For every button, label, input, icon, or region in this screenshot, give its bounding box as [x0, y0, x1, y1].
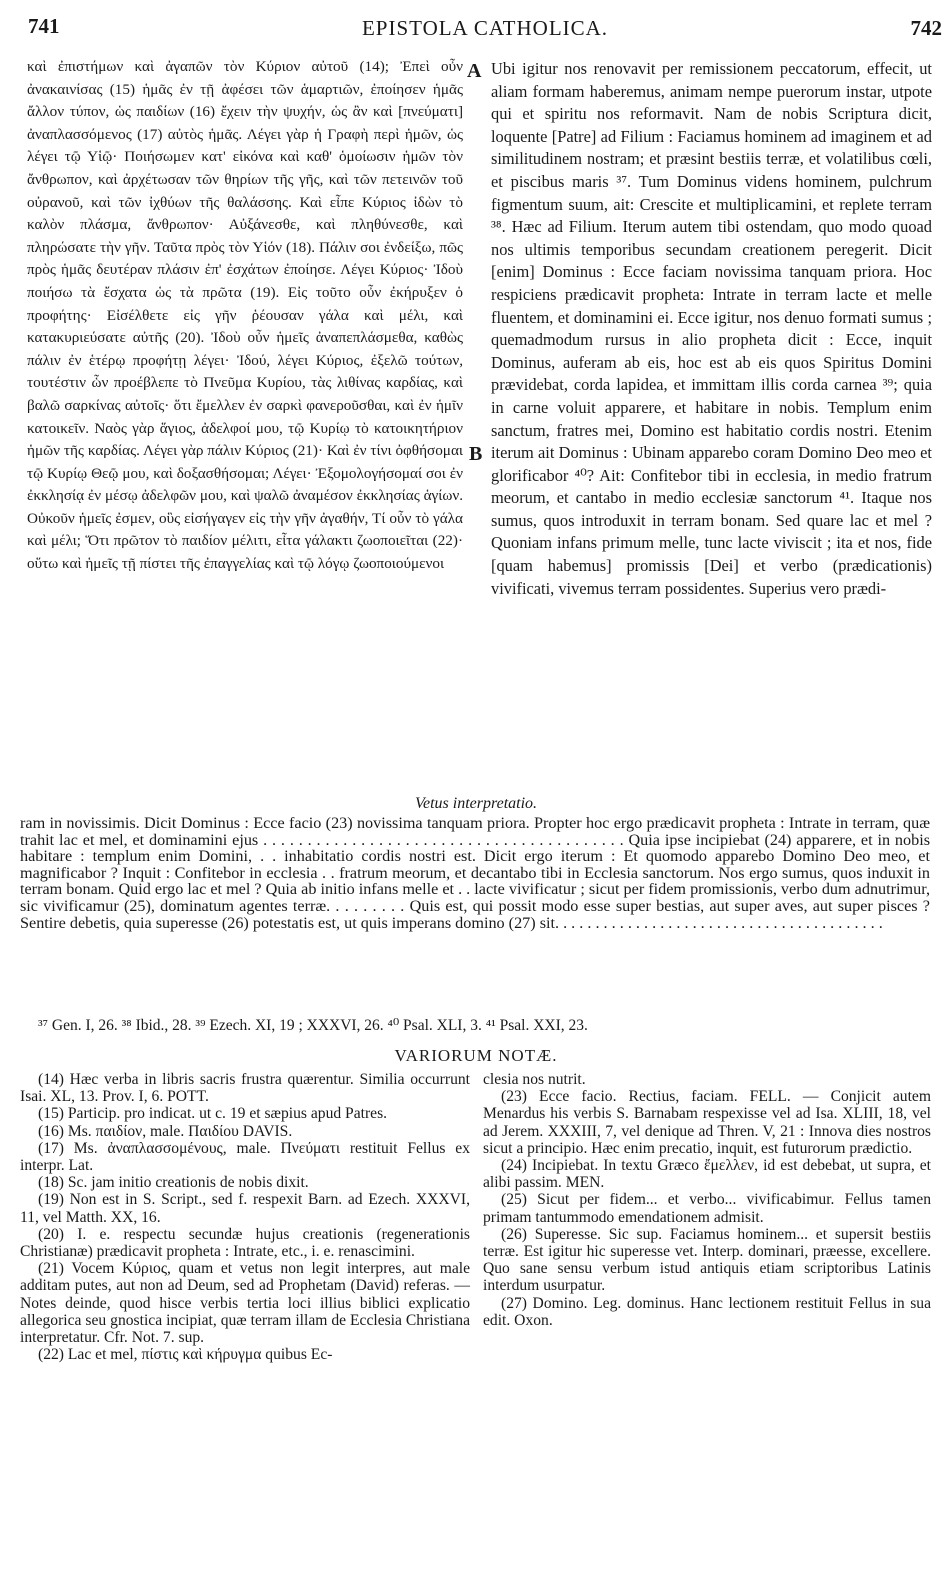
note: (26) Superesse. Sic sup. Faciamus hominem... et supersit bestiis terræ. Est igitur hic superesse vet. Interp. dominari, præesse, excellere. Quo sane sensu verbum istud antiquis etiam scriptoribus Latinis interdum usurpatur.: [483, 1225, 931, 1295]
greek-text: καὶ ἐπιστήμων καὶ ἀγαπῶν τὸν Κύριον αὐτοῦ (14); Ἐπεὶ οὖν ἀνακαινίσας (15) ἡμᾶς ἐν τῇ ἀφέσει τῶν ἁμαρτιῶν, ἐποίησεν ἡμᾶς ἄλλον τύπον, ὡς παιδίων (16) ἔχειν τὴν ψυχήν, ὡς ἂν καὶ [πνεύματι] ἀναπλασσόμενος (17) αὐτὸς ἡμᾶς. Λέγει γὰρ ἡ Γραφὴ περὶ ἡμῶν, ὡς λέγει τῷ Υἱῷ· Ποιήσωμεν κατ' εἰκόνα καὶ καθ' ὁμοίωσιν ἡμῶν τὸν ἄνθρωπον, καὶ ἀρχέτωσαν τῶν θηρίων τῆς γῆς, καὶ τῶν πετεινῶν τοῦ οὐρανοῦ, καὶ τῶν ἰχθύων τῆς θαλάσσης. Καὶ εἶπε Κύριος ἰδὼν τὸ καλὸν πλάσμα, ἄνθρωπον· Αὐξάνεσθε, καὶ πληθύνεσθε, καὶ πληρώσατε τὴν γῆν. Ταῦτα πρὸς τὸν Υἱόν (18). Πάλιν σοι ἐνδείξω, πῶς πρὸς ἡμᾶς δευτέραν πλάσιν ἐπ' ἐσχάτων ἐποίησε. Λέγει Κύριος· Ἰδοὺ ποιήσω τὰ ἔσχατα ὡς τὰ πρῶτα (19). Εἰς τοῦτο οὖν ἐκήρυξεν ὁ προφήτης· Εἰσέλθετε εἰς γῆν ῥέουσαν γάλα καὶ μέλι, καὶ κατακυριεύσατε αὐτῆς (20). Ἰδοὺ οὖν ἡμεῖς ἀναπεπλάσμεθα, καθὼς πάλιν ἐν ἑτέρῳ προφήτῃ λέγει· Ἰδού, λέγει Κύριος, ἐξελῶ τούτων, τουτέστιν ὧν προέβλεπε τὸ Πνεῦμα Κυρίου, τὰς λιθίνας καρδίας, καὶ βαλῶ σαρκίνας αὐτοῖς· ὅτι ἔμελλεν ἐν σαρκὶ φανεροῦσθαι, καὶ ἐν ἡμῖν κατοικεῖν. Ναὸς γὰρ ἅγιος, ἀδελφοί μου, τῷ Κυρίῳ τὸ κατοικητήριον ἡμῶν τῆς καρδίας. Λέγει γὰρ πάλιν Κύριος (21)· Καὶ ἐν τίνι ὀφθήσομαι τῷ Κυρίῳ Θεῷ μου, καὶ δοξασθήσομαι; Λέγει· Ἐξομολογήσομαί σοι ἐν ἐκκλησίᾳ ἐν μέσῳ ἀδελφῶν μου, καὶ ψαλῶ ἀναμέσον ἐκκλησίας ἁγίων. Οὐκοῦν ἡμεῖς ἐσμεν, οὓς εἰσήγαγεν εἰς τὴν γῆν ἀγαθήν, Τί οὖν τὸ γάλα καὶ μέλι; Ὅτι πρῶτον τὸ παιδίον μέλιτι, εἶτα γάλακτι ζωοποιεῖται (22)· οὕτω καὶ ἡμεῖς τῇ πίστει τῆς ἐπαγγελίας καὶ τῷ λόγῳ ζωοποιούμενοι: [27, 58, 463, 573]
page-number-left: 741: [28, 14, 60, 38]
vetus-heading: Vetus interpretatio.: [414, 795, 538, 812]
note: (16) Ms. παιδίον, male. Παιδίου DAVIS.: [38, 1122, 293, 1140]
note: (23) Ecce facio. Rectius, faciam. FELL. — Conjicit autem Menardus his verbis S. Barnabam respexisse vel ad Isa. XLIII, 18, vel ad Jerem. XXXIII, 7, vel denique ad Thren. V, 21 : Innova dies nostros sicut a principio. Hæc enim precatio, inquit, est futurorum prædictio.: [483, 1088, 931, 1157]
running-title: EPISTOLA CATHOLICA.: [361, 16, 609, 40]
note: (18) Sc. jam initio creationis de nobis dixit.: [38, 1174, 309, 1192]
latin-column: [491, 58, 932, 600]
note: (21) Vocem Κύριος, quam et vetus non legit interpres, aut male additam putes, aut non ad Deum, sed ad Prophetam (David) referas. — Notes deinde, quod hisce verbis tertia loci illius biblici explicatio allegorica seu gnostica incipiat, quæ terram illam de Ecclesia Christiana interpretatur. Cfr. Not. 7. sup.: [20, 1260, 470, 1347]
margin-marker-a: A: [467, 60, 482, 82]
note: (17) Ms. ἀναπλασσομένους, male. Πνεύματι restituit Fellus ex interpr. Lat.: [20, 1139, 470, 1175]
page-number-right: 742: [910, 16, 942, 40]
notes-left-column: [20, 1071, 470, 1363]
vetus-interpretatio: [20, 815, 930, 931]
scripture-references: ³⁷ Gen. I, 26. ³⁸ Ibid., 28. ³⁹ Ezech. XI, 19 ; XXXVI, 26. ⁴⁰ Psal. XLI, 3. ⁴¹ Psal. XXI, 23.: [38, 1017, 588, 1034]
note: (19) Non est in S. Script., sed f. respexit Barn. ad Ezech. XXXVI, 11, vel Matth. XX, 16.: [20, 1191, 470, 1226]
notes-right-column: [483, 1071, 931, 1329]
note: (14) Hæc verba in libris sacris frustra quærentur. Similia occurrunt Isai. XL, 13. Prov. I, 6. POTT.: [20, 1071, 470, 1106]
latin-text: Ubi igitur nos renovavit per remissionem peccatorum, effecit, ut aliam formam haberemus, animam nempe puerorum instar, utpote qui et spiritu nos reformavit. Nam de nobis Scriptura dicit, loquente [Patre] ad Filium : Faciamus hominem ad imaginem et ad similitudinem nostram; et præsint bestiis terræ, et volatilibus cœli, et piscibus maris ³⁷. Tum Dominus videns hominem, pulchrum figmentum suum, ait: Crescite et multiplicamini, et replete terram ³⁸. Hæc ad Filium. Iterum autem tibi ostendam, quo modo quoad nos ultimis temporibus secundam creationem peregerit. Dicit [enim] Dominus : Ecce faciam novissima tanquam priora. Hoc respiciens prædicavit propheta: Intrate in terram lacte et melle fluentem, et dominamini ei. Ecce igitur, nos denuo formati sumus ; quemadmodum rursus in alio propheta dicit : Ecce, inquit Dominus, auferam ab eis, hoc est ab eis quos Spiritus Domini prævidebat, corda lapidea, et immittam illis corda carnea ³⁹; quia in carne voluit apparere, et habitare in nobis. Templum enim sanctum, fratres mei, Domino est habitatio cordis nostri. Etenim iterum ait Dominus : Ubinam apparebo coram Domino Deo meo et glorificabor ⁴⁰? Ait: Confitebor tibi in ecclesia, in medio fratrum meorum, et cantabo in medio ecclesiæ sanctorum ⁴¹. Itaque nos sumus, quos introduxit in terram bonam. Sed quare lac et mel ? Quoniam infans primum melle, tunc lacte viviscit ; ita et nos, fide [quam habemus] promissis [Dei] et verbo (prædicationis) vivificati, vivemus terram possidentes. Superius vero prædi-: [491, 59, 932, 598]
note: (15) Particip. pro indicat. ut c. 19 et sæpius apud Patres.: [38, 1105, 388, 1123]
notes-heading: VARIORUM NOTÆ.: [394, 1046, 558, 1065]
vetus-text: ram in novissimis. Dicit Dominus : Ecce facio (23) novissima tanquam priora. Propter hoc ergo prædicavit propheta : Intrate in terram, quæ trahit lac et mel, et dominamini ejus . . . . . . . . . . . . . . . . . . . . . . . . . . . . . . . . . . . . . . . . . Quia ipse incipiebat (24) apparere, et in nobis habitare : templum enim Domini, . . inhabitatio cordis nostri est. Dicit ergo iterum : Et quomodo apparebo Domino Deo meo, et magnificabor ? Inquit : Confitebor in ecclesia . . fratrum meorum, et decantabo tibi in Ecclesia sanctorum. Nos ergo sumus, quos induxit in terram bonam. Quid ergo lac et mel ? Quia ab initio infans melle et . . lacte vivificatur ; sicut per fidem promissionis, verbo dum adnutrimur, sic vivificamur (25), dominatum agentes terræ. . . . . . . . . Quis est, qui possit modo esse super bestias, aut super aves, aut super pisces ? Sentire debetis, quia superesse (26) potestatis est, ut quis imperans domino (27) sit. . . . . . . . . . . . . . . . . . . . . . . . . . . . . . . . . . . . . . . . .: [20, 814, 930, 932]
note: (20) I. e. respectu secundæ hujus creationis (regenerationis Christianæ) prædicavit propheta : Intrate, etc., i. e. renascimini.: [20, 1225, 470, 1261]
note: (25) Sicut per fidem... et verbo... vivificabimur. Fellus tamen primam tantummodo emendationem admisit.: [483, 1191, 931, 1226]
note: (22) Lac et mel, πίστις καὶ κήρυγμα quibus Ec-: [38, 1346, 333, 1364]
page-header: [28, 14, 942, 44]
greek-column: [27, 56, 463, 576]
margin-marker-b: B: [469, 443, 483, 465]
note: (27) Domino. Leg. dominus. Hanc lectionem restituit Fellus in sua edit. Oxon.: [483, 1294, 931, 1329]
note: (24) Incipiebat. In textu Græco ἔμελλεν, id est debebat, ut supra, et alibi passim. MEN.: [483, 1157, 931, 1192]
note-continuation: clesia nos nutrit.: [483, 1071, 586, 1088]
